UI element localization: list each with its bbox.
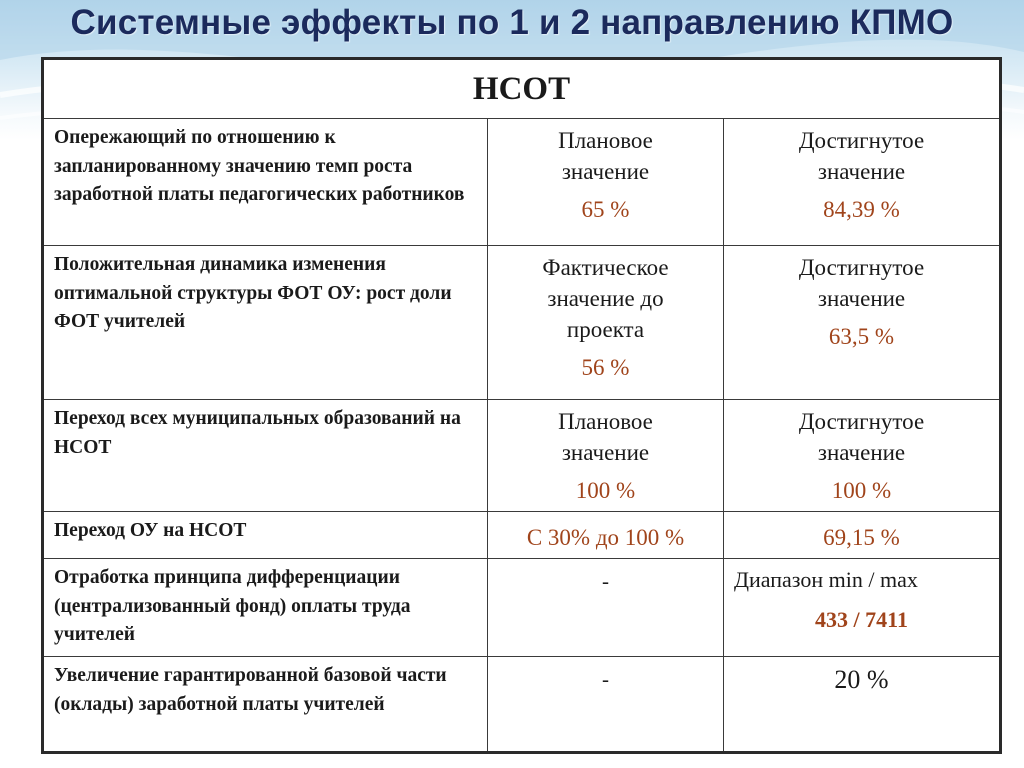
achieved-value-cell xyxy=(724,512,1001,559)
cell-value: 433 / 7411 xyxy=(815,607,908,632)
cell-value: 56 % xyxy=(581,355,630,380)
table-row xyxy=(43,400,1001,512)
row-label: Опережающий по отношению к запланированному значению темп роста заработной платы педагогических работников xyxy=(43,119,488,246)
row-label: Положительная динамика изменения оптимальной структуры ФОТ ОУ: рост доли ФОТ учителей xyxy=(43,246,488,400)
table-header: НСОТ xyxy=(43,59,1001,119)
achieved-value-cell xyxy=(724,400,1001,512)
cell-value: 100 % xyxy=(575,478,636,503)
cell-value: С 30% до 100 % xyxy=(526,525,685,550)
planned-value-cell xyxy=(488,512,724,559)
planned-value-cell xyxy=(488,400,724,512)
nsot-effects-table xyxy=(41,57,1002,754)
planned-value-cell: - xyxy=(488,657,724,753)
cell-caption: Достигнутое значение xyxy=(798,255,925,311)
planned-value-cell: - xyxy=(488,559,724,657)
cell-caption: Достигнутое значение xyxy=(798,409,925,465)
table-header-row xyxy=(43,59,1001,119)
cell-caption: Достигнутое значение xyxy=(798,128,925,184)
achieved-value-cell xyxy=(724,119,1001,246)
cell-value: 84,39 % xyxy=(823,197,900,222)
cell-value: 69,15 % xyxy=(823,525,900,550)
achieved-value-cell xyxy=(724,246,1001,400)
row-label: Отработка принципа дифференциации (централизованный фонд) оплаты труда учителей xyxy=(43,559,488,657)
actual-before-value-cell xyxy=(488,246,724,400)
range-value-cell xyxy=(724,559,1001,657)
table-row xyxy=(43,246,1001,400)
cell-caption: Фактическое значение до проекта xyxy=(542,255,669,342)
cell-value: 100 % xyxy=(831,478,892,503)
cell-value: 63,5 % xyxy=(828,324,895,349)
row-label: Увеличение гарантированной базовой части (оклады) заработной платы учителей xyxy=(43,657,488,753)
cell-caption: Плановое значение xyxy=(558,409,653,465)
row-label: Переход всех муниципальных образований на НСОТ xyxy=(43,400,488,512)
slide-title: Системные эффекты по 1 и 2 направлению КПМО xyxy=(70,3,954,42)
table-row xyxy=(43,119,1001,246)
table-row xyxy=(43,512,1001,559)
cell-value: 65 % xyxy=(581,197,630,222)
table-row xyxy=(43,559,1001,657)
table-row xyxy=(43,657,1001,753)
row-label: Переход ОУ на НСОТ xyxy=(43,512,488,559)
cell-caption: Диапазон min / max xyxy=(734,567,918,592)
cell-caption: Плановое значение xyxy=(558,128,653,184)
achieved-value-cell: 20 % xyxy=(724,657,1001,753)
planned-value-cell xyxy=(488,119,724,246)
